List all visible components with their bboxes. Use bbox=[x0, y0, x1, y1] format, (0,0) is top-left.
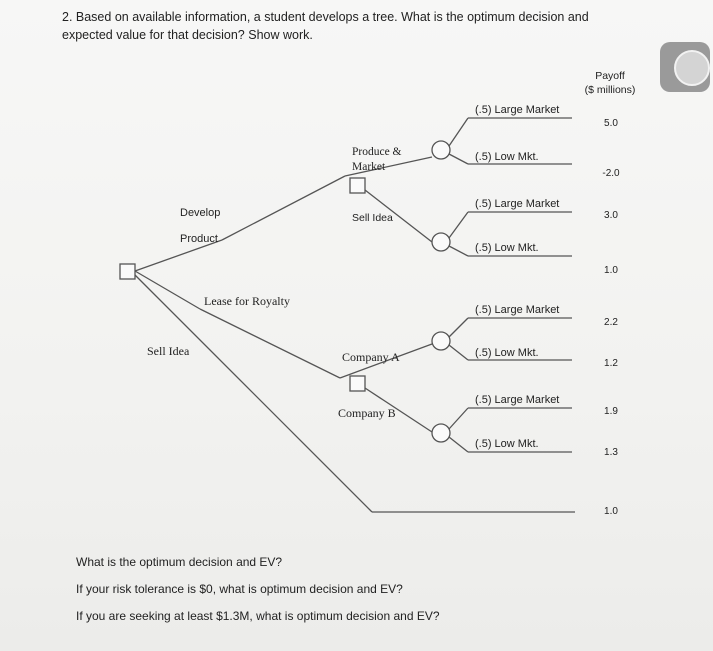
chance-node-produce-market bbox=[432, 141, 450, 159]
payoff-value-6: 1.2 bbox=[604, 358, 618, 369]
branch-lease-royalty-ext bbox=[200, 309, 340, 378]
branch-outcome-7 bbox=[449, 408, 468, 429]
label-produce: Produce & bbox=[352, 146, 402, 158]
branch-outcome-1 bbox=[449, 118, 468, 146]
payoff-value-5: 2.2 bbox=[604, 317, 618, 328]
payoff-value-1: 5.0 bbox=[604, 118, 618, 129]
label-product: Product bbox=[180, 233, 218, 245]
root-decision-node bbox=[120, 264, 135, 279]
branch-outcome-5 bbox=[449, 318, 468, 337]
chance-node-company-b bbox=[432, 424, 450, 442]
branch-lease-royalty bbox=[135, 271, 200, 309]
label-lease-royalty: Lease for Royalty bbox=[204, 294, 290, 308]
lease-decision-node bbox=[350, 376, 365, 391]
payoff-value-root-sell-idea: 1.0 bbox=[604, 506, 618, 517]
outcome-label-3: (.5) Large Market bbox=[475, 198, 560, 210]
chance-node-company-a bbox=[432, 332, 450, 350]
label-sell-idea-root: Sell Idea bbox=[147, 344, 190, 358]
question-text: 2. Based on available information, a student develops a tree. What is the optimum decision and expected value for that decision? Show work. bbox=[62, 10, 589, 42]
label-company-a: Company A bbox=[342, 350, 400, 364]
develop-decision-node bbox=[350, 178, 365, 193]
payoff-value-4: 1.0 bbox=[604, 265, 618, 276]
outcome-label-2: (.5) Low Mkt. bbox=[475, 151, 539, 163]
outcome-label-4: (.5) Low Mkt. bbox=[475, 242, 539, 254]
outcome-label-7: (.5) Large Market bbox=[475, 394, 560, 406]
payoff-value-7: 1.9 bbox=[604, 406, 618, 417]
payoff-units: ($ millions) bbox=[584, 84, 636, 96]
payoff-value-3: 3.0 bbox=[604, 210, 618, 221]
branch-sell-idea-root bbox=[135, 275, 372, 512]
footer-question-2: If your risk tolerance is $0, what is optimum decision and EV? bbox=[76, 582, 403, 596]
branch-outcome-6 bbox=[449, 345, 468, 360]
branch-outcome-4 bbox=[449, 246, 468, 256]
label-develop: Develop bbox=[180, 207, 221, 219]
footer-question-3: If you are seeking at least $1.3M, what is optimum decision and EV? bbox=[76, 609, 440, 623]
branch-outcome-3 bbox=[449, 212, 468, 238]
branch-outcome-2 bbox=[449, 154, 468, 164]
payoff-value-8: 1.3 bbox=[604, 447, 618, 458]
outcome-label-5: (.5) Large Market bbox=[475, 304, 560, 316]
label-sell-idea-sub: Sell Idea bbox=[352, 212, 393, 224]
chance-node-sell-idea bbox=[432, 233, 450, 251]
outcome-label-1: (.5) Large Market bbox=[475, 104, 560, 116]
payoff-value-2: -2.0 bbox=[602, 168, 620, 179]
label-market: Market bbox=[352, 161, 386, 173]
footer-question-1: What is the optimum decision and EV? bbox=[76, 555, 283, 569]
label-company-b: Company B bbox=[338, 406, 396, 420]
outcome-label-8: (.5) Low Mkt. bbox=[475, 438, 539, 450]
outcome-label-6: (.5) Low Mkt. bbox=[475, 347, 539, 359]
payoff-header: Payoff bbox=[595, 70, 625, 82]
branch-outcome-8 bbox=[449, 437, 468, 452]
branch-develop-product-ext bbox=[222, 176, 345, 240]
